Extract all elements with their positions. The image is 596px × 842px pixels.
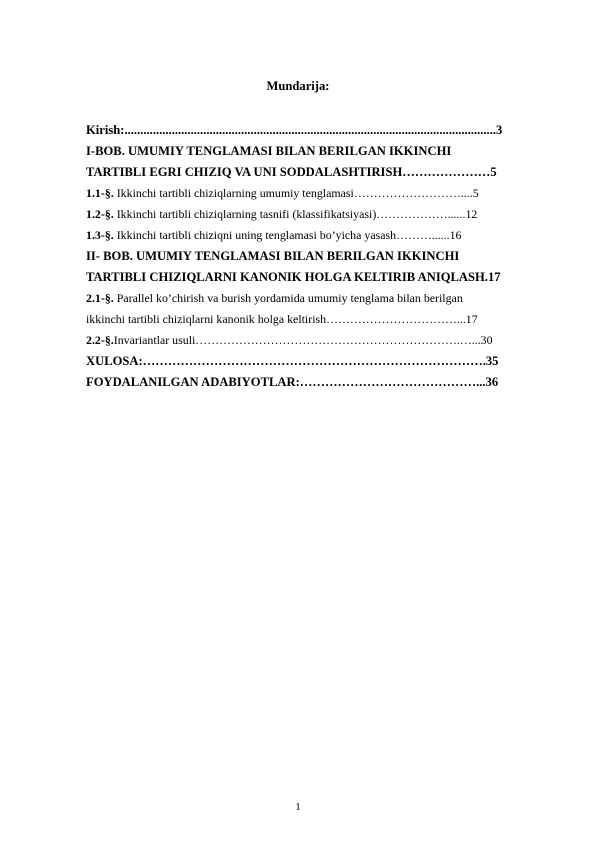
toc-entry-section-1-3: [86, 225, 554, 246]
toc-entry-section-2-1-line-1: [86, 288, 554, 309]
toc-entry-text: TARTIBLI EGRI CHIZIQ VA UNI SODDALASHTIRISH…………………5: [86, 165, 497, 179]
toc-entry-kirish: [86, 120, 554, 141]
toc-entry-text: Ikkinchi tartibli chiziqlarning tasnifi (klassifikatsiyasi)………………......12: [113, 207, 478, 221]
toc-section-number: 1.2-§.: [86, 207, 114, 221]
toc-entry-section-2-1-line-2: [86, 309, 554, 330]
toc-entry-section-2-2: [86, 330, 554, 351]
toc-entry-text: FOYDALANILGAN ADABIYOTLAR:……………………………………...36: [86, 375, 499, 389]
toc-entry-section-1-1: [86, 183, 554, 204]
toc-entry-references: [86, 372, 554, 393]
toc-entry-text: Ikkinchi tartibli chiziqlarning umumiy tenglamasi………………………....5: [113, 186, 479, 200]
toc-entry-text: Kirish:......................................................................................................................3: [86, 123, 503, 137]
toc-entry-text: TARTIBLI CHIZIQLARNI KANONIK HOLGA KELTIRIB ANIQLASH.17: [86, 270, 501, 284]
toc-entry-text: ikkinchi tartibli chiziqlarni kanonik holga keltirish……………………………...17: [86, 312, 478, 326]
toc-entry-chapter-2-line-2: [86, 267, 554, 288]
toc-entry-text: Parallel ko’chirish va burish yordamida umumiy tenglama bilan berilgan: [113, 291, 463, 305]
table-of-contents: [86, 120, 554, 393]
toc-entry-text: I-BOB. UMUMIY TENGLAMASI BILAN BERILGAN IKKINCHI: [86, 144, 452, 158]
toc-entry-chapter-1-line-1: [86, 141, 554, 162]
page-title: Mundarija:: [266, 79, 330, 93]
toc-entry-xulosa: [86, 351, 554, 372]
toc-section-number: 2.1-§.: [86, 291, 114, 305]
toc-section-number: 1.1-§.: [86, 186, 114, 200]
toc-entry-text: XULOSA:……………………………………………………………………….35: [86, 354, 499, 368]
toc-entry-text: Ikkinchi tartibli chiziqni uning tenglamasi bo’yicha yasash………......16: [113, 228, 462, 242]
page-number: 1: [295, 801, 301, 813]
toc-entry-section-1-2: [86, 204, 554, 225]
toc-entry-text: Invariantlar usuli………………………………………………………….…...30: [113, 333, 493, 347]
toc-entry-chapter-2-line-1: [86, 246, 554, 267]
toc-section-number: 2.2-§.: [86, 333, 114, 347]
toc-section-number: 1.3-§.: [86, 228, 114, 242]
toc-entry-text: II- BOB. UMUMIY TENGLAMASI BILAN BERILGAN IKKINCHI: [86, 249, 460, 263]
toc-entry-chapter-1-line-2: [86, 162, 554, 183]
